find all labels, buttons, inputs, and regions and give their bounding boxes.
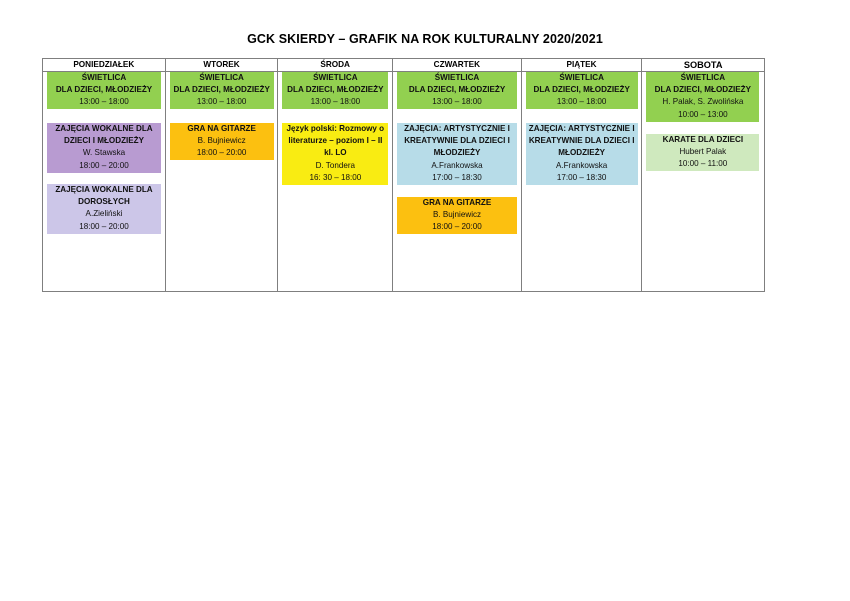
activity-instructor: B. Bujniewicz [197,136,246,146]
activity-block-swietlica [47,72,161,109]
day-header: WTOREK [166,59,278,72]
activity-subtitle: DLA DZIECI, MŁODZIEŻY [533,85,630,95]
activity-title: ZAJĘCIA WOKALNE DLA DOROSŁYCH [55,185,153,207]
activity-subtitle: DLA DZIECI, MŁODZIEŻY [287,85,384,95]
activity-title: ŚWIETLICA [680,73,726,82]
activity-time: 13:00 – 18:00 [432,97,482,107]
activity-block-guitar [170,123,274,160]
schedule-table [42,58,765,292]
activity-subtitle: DLA DZIECI, MŁODZIEŻY [55,85,153,95]
activity-block-swietlica [526,72,638,109]
day-column-monday [43,59,166,291]
activity-instructor: D. Tondera [315,160,356,170]
activity-instructor: W. Stawska [82,148,126,158]
day-column-friday [522,59,643,291]
activity-title: ZAJĘCIA WOKALNE DLA DZIECI I MŁODZIEŻY [55,124,153,146]
activity-title: ŚWIETLICA [434,73,480,82]
activity-title: ŚWIETLICA [81,73,127,82]
activity-title: ŚWIETLICA [199,73,244,82]
day-header: CZWARTEK [393,59,521,72]
day-column-thursday [393,59,522,291]
activity-block-guitar [397,197,517,234]
day-header: SOBOTA [642,59,764,72]
page-title: GCK SKIERDY – GRAFIK NA ROK KULTURALNY 2020/2021 [247,32,603,46]
day-header: PONIEDZIAŁEK [43,59,165,72]
activity-title: ZAJĘCIA: ARTYSTYCZNIE I KREATYWNIE DLA DZIECI I MŁODZIEŻY [528,124,635,158]
activity-block-karate [646,134,759,171]
activity-block-polish-literature [282,123,388,185]
activity-block-art-creative [526,123,638,185]
activity-block-swietlica [646,72,759,122]
activity-title: ŚWIETLICA [313,73,358,82]
activity-instructor: H. Palak, S. Zwolińska [662,97,744,107]
activity-block-swietlica [170,72,274,109]
activity-time: 13:00 – 18:00 [556,97,607,107]
day-column-wednesday [278,59,393,291]
activity-time: 18:00 – 20:00 [196,148,247,158]
day-column-saturday [642,59,764,291]
activity-instructor: A.Zieliński [85,209,123,219]
activity-time: 17:00 – 18:30 [432,172,482,182]
activity-time: 18:00 – 20:00 [432,222,482,232]
activity-block-swietlica [282,72,388,109]
activity-title: ŚWIETLICA [559,73,604,82]
activity-time: 17:00 – 18:30 [556,172,607,182]
activity-time: 13:00 – 18:00 [310,97,361,107]
activity-instructor: A.Frankowska [556,160,608,170]
activity-title: KARATE DLA DZIECI [662,135,744,144]
activity-time: 13:00 – 18:00 [196,97,247,107]
day-column-tuesday [166,59,279,291]
activity-block-swietlica [397,72,517,109]
activity-subtitle: DLA DZIECI, MŁODZIEŻY [654,85,752,95]
activity-instructor: A.Frankowska [431,160,483,170]
activity-block-vocal-kids [47,123,161,173]
activity-time: 10:00 – 13:00 [678,109,728,119]
activity-subtitle: DLA DZIECI, MŁODZIEŻY [408,85,506,95]
activity-title: ZAJĘCIA: ARTYSTYCZNIE I KREATYWNIE DLA DZIECI I MŁODZIEŻY [404,124,510,158]
activity-title: GRA NA GITARZE [187,124,256,133]
day-header: PIĄTEK [522,59,642,72]
activity-time: 13:00 – 18:00 [79,97,129,107]
activity-title: GRA NA GITARZE [422,198,492,207]
activity-title: Język polski: Rozmowy o literaturze – poziom I – II kl. LO [286,124,385,158]
activity-time: 18:00 – 20:00 [79,160,129,170]
activity-instructor: Hubert Palak [679,147,727,157]
activity-block-art-creative [397,123,517,185]
day-header: ŚRODA [278,59,392,72]
activity-instructor: B. Bujniewicz [432,210,482,220]
activity-subtitle: DLA DZIECI, MŁODZIEŻY [173,85,270,95]
activity-block-vocal-adults [47,184,161,234]
activity-time: 10:00 – 11:00 [678,159,728,169]
activity-time: 18:00 – 20:00 [79,221,129,231]
activity-time: 16: 30 – 18:00 [309,172,362,182]
